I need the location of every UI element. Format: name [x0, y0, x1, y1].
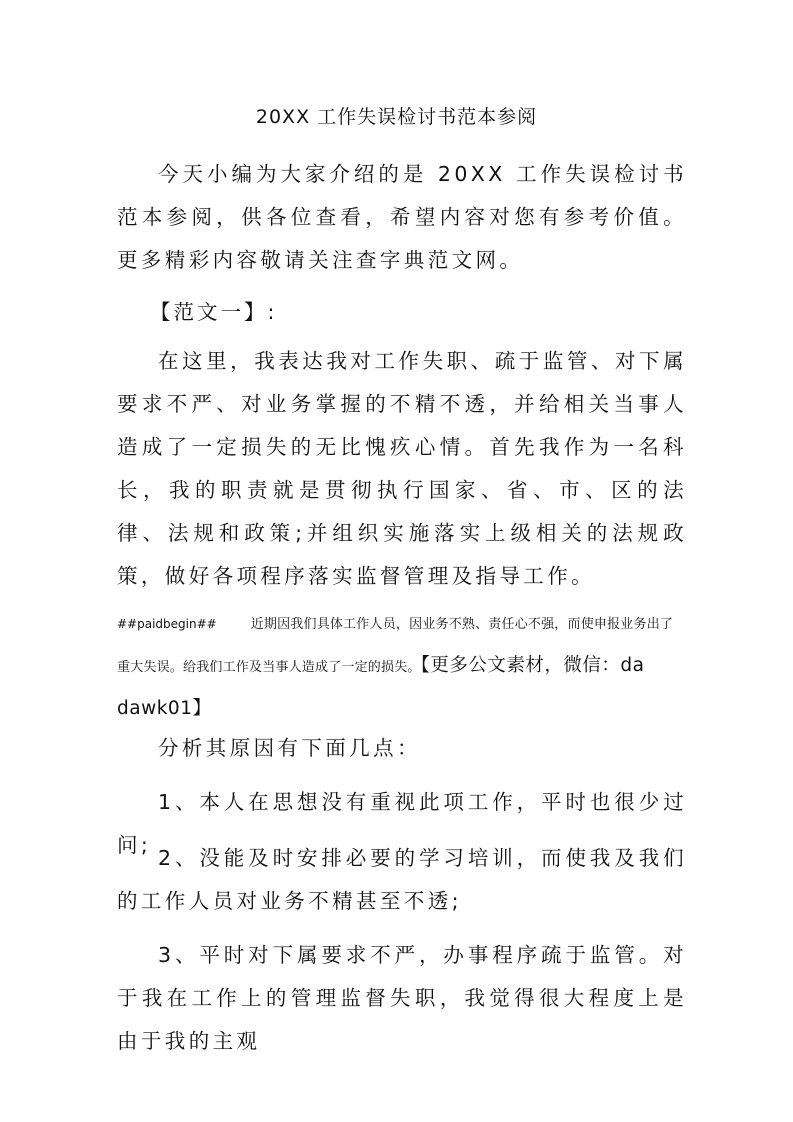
body-paragraph-1: 在这里，我表达我对工作失职、疏于监管、对下属要求不严、对业务掌握的不精不透，并给相关当事人造成了一定损失的无比愧疚心情。首先我作为一名科长，我的职责就是贯彻执行国家、省、市、区的法律、法规和政策;并组织实施落实上级相关的法规政策，做好各项程序落实监督管理及指导工作。 — [117, 349, 687, 588]
paid-line-2 — [117, 645, 687, 688]
paid-line-3 — [117, 688, 687, 729]
analysis-intro: 分析其原因有下面几点： — [158, 736, 421, 760]
reason-item-1: 1、本人在思想没有重视此项工作，平时也很少过问; — [117, 790, 687, 857]
paid-begin-marker: ##paidbegin## — [117, 617, 217, 631]
promo-text-part-2: dawk01】 — [117, 698, 212, 719]
document-title: 20XX 工作失误检讨书范本参阅 — [255, 106, 538, 128]
intro-paragraph: 今天小编为大家介绍的是 20XX 工作失误检讨书范本参阅，供各位查看，希望内容对您有参考价值。更多精彩内容敬请关注查字典范文网。 — [117, 162, 687, 272]
small-text-line-2: 重大失误。给我们工作及当事人造成了一定的损失。 — [117, 660, 421, 675]
promo-text-part-1: 【更多公文素材，微信：da — [420, 655, 645, 676]
section-heading: 【范文一】: — [150, 300, 278, 324]
reason-item-3: 3、平时对下属要求不严，办事程序疏于监管。对于我在工作上的管理监督失职，我觉得很大程度上是由于我的主观 — [117, 943, 687, 1053]
paid-content-block — [117, 602, 687, 729]
small-text-line-1: 近期因我们具体工作人员，因业务不熟、责任心不强，而使申报业务出了 — [250, 617, 674, 632]
reason-item-2: 2、没能及时安排必要的学习培训，而使我及我们的工作人员对业务不精甚至不透; — [117, 846, 687, 913]
paid-line-1 — [117, 602, 687, 645]
